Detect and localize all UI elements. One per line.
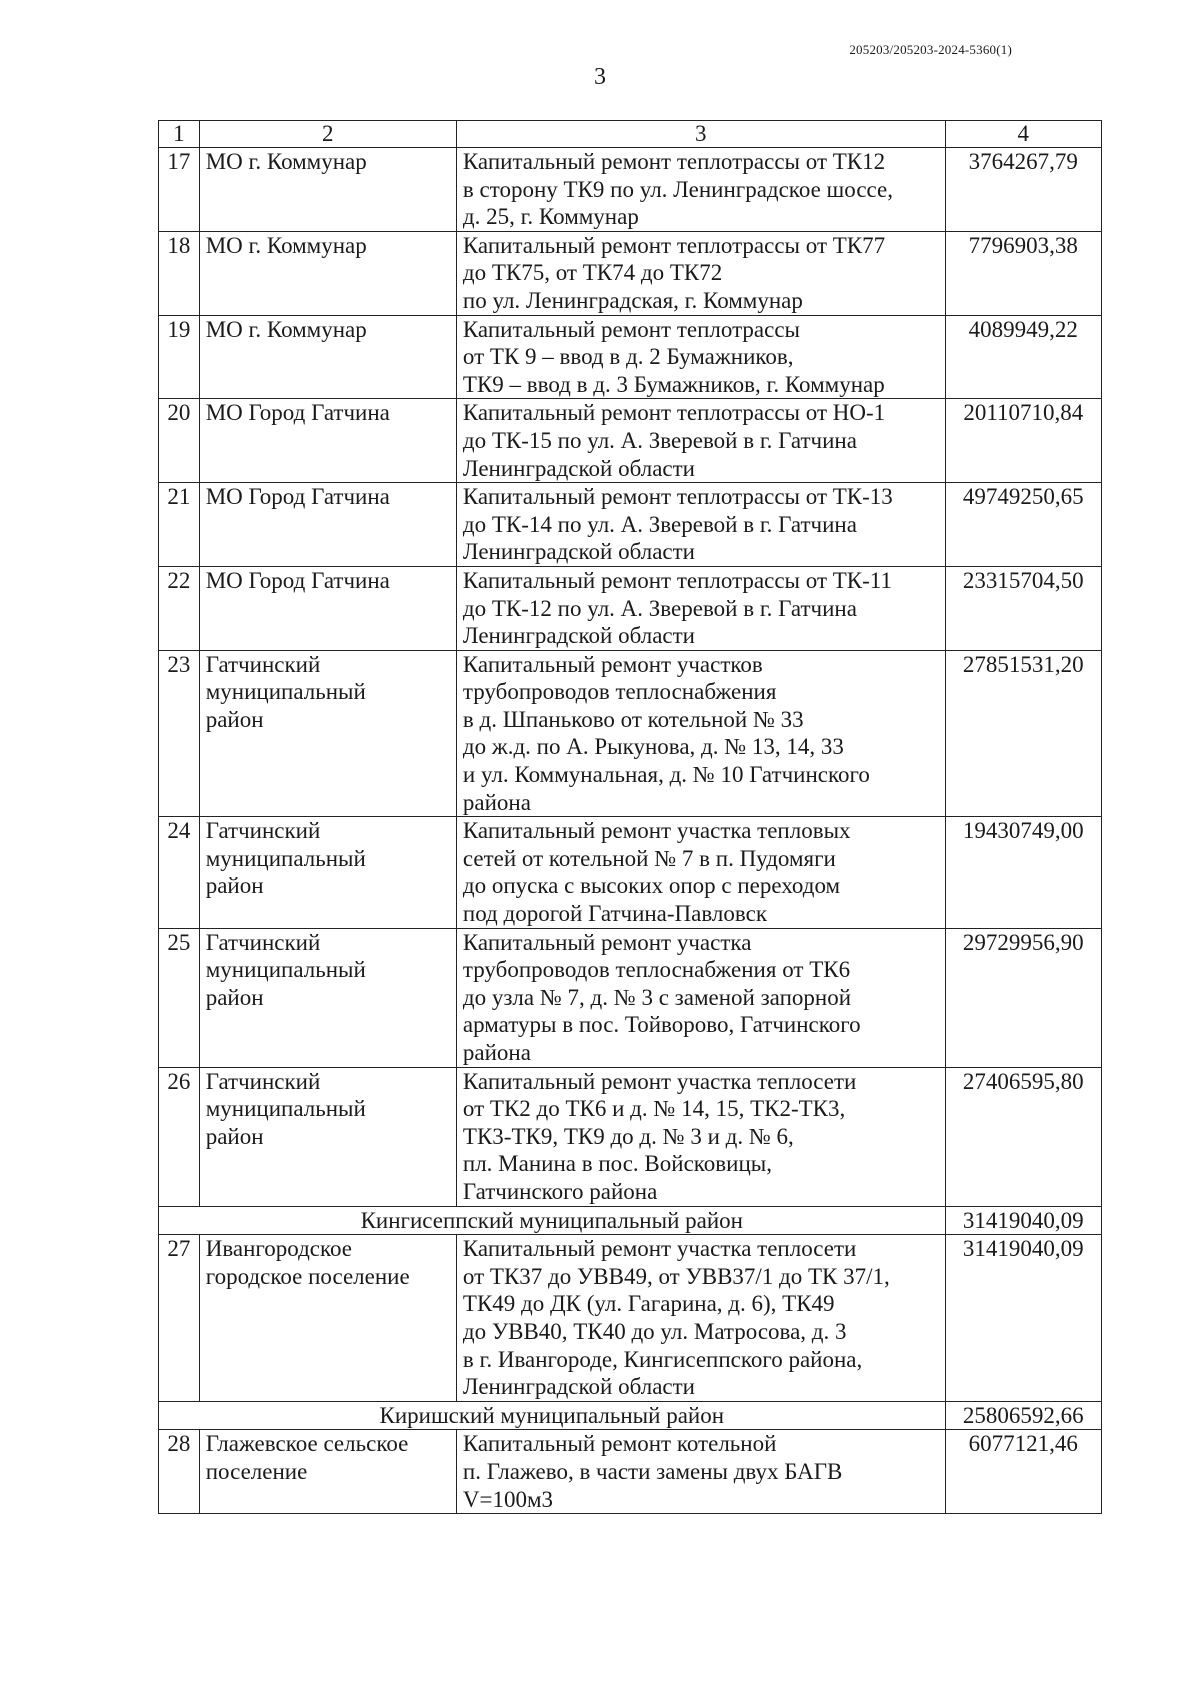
table-row bbox=[159, 1235, 1102, 1402]
work-description-cell: Капитальный ремонт теплотрассы от ТК-13 до ТК-14 по ул. А. Зверевой в г. Гатчина Ленинградской области bbox=[456, 483, 945, 567]
table-row bbox=[159, 231, 1102, 315]
amount-cell: 49749250,65 bbox=[945, 483, 1101, 567]
page-number: 3 bbox=[594, 64, 606, 90]
amount-cell: 27406595,80 bbox=[945, 1067, 1101, 1206]
table-row bbox=[159, 1067, 1102, 1206]
row-number: 17 bbox=[159, 148, 200, 232]
municipality-cell: Гатчинский муниципальный район bbox=[199, 650, 456, 817]
row-number: 18 bbox=[159, 231, 200, 315]
work-description-cell: Капитальный ремонт участка теплосети от ТК37 до УВВ49, от УВВ37/1 до ТК 37/1, ТК49 до ДК (ул. Гагарина, д. 6), ТК49 до УВВ40, ТК40 до ул. Матросова, д. 3 в г. Ивангороде, Кингисеппского района, Ленинградской области bbox=[456, 1235, 945, 1402]
amount-cell: 7796903,38 bbox=[945, 231, 1101, 315]
row-number: 28 bbox=[159, 1430, 200, 1514]
table-row bbox=[159, 483, 1102, 567]
municipality-cell: МО г. Коммунар bbox=[199, 148, 456, 232]
row-number: 25 bbox=[159, 928, 200, 1067]
section-amount: 31419040,09 bbox=[945, 1206, 1101, 1235]
work-description-cell: Капитальный ремонт теплотрассы от ТК12 в сторону ТК9 по ул. Ленинградское шоссе, д. 25, г. Коммунар bbox=[456, 148, 945, 232]
header-cell: 3 bbox=[456, 121, 945, 148]
table-body bbox=[159, 121, 1102, 1514]
amount-cell: 31419040,09 bbox=[945, 1235, 1101, 1402]
table-row bbox=[159, 928, 1102, 1067]
row-number: 21 bbox=[159, 483, 200, 567]
row-number: 22 bbox=[159, 566, 200, 650]
header-cell: 2 bbox=[199, 121, 456, 148]
work-description-cell: Капитальный ремонт теплотрассы от ТК77 до ТК75, от ТК74 до ТК72 по ул. Ленинградская, г. Коммунар bbox=[456, 231, 945, 315]
section-title: Кингисеппский муниципальный район bbox=[159, 1206, 946, 1235]
work-description-cell: Капитальный ремонт участка тепловых сетей от котельной № 7 в п. Пудомяги до опуска с высоких опор с переходом под дорогой Гатчина-Павловск bbox=[456, 817, 945, 928]
municipality-cell: МО Город Гатчина bbox=[199, 399, 456, 483]
municipality-cell: МО Город Гатчина bbox=[199, 483, 456, 567]
header-cell: 4 bbox=[945, 121, 1101, 148]
section-row bbox=[159, 1206, 1102, 1235]
row-number: 27 bbox=[159, 1235, 200, 1402]
amount-cell: 23315704,50 bbox=[945, 566, 1101, 650]
municipality-cell: МО г. Коммунар bbox=[199, 231, 456, 315]
document-id: 205203/205203-2024-5360(1) bbox=[849, 42, 1012, 57]
amount-cell: 27851531,20 bbox=[945, 650, 1101, 817]
table-row bbox=[159, 817, 1102, 928]
table-header-row bbox=[159, 121, 1102, 148]
amount-cell: 20110710,84 bbox=[945, 399, 1101, 483]
section-title: Киришский муниципальный район bbox=[159, 1401, 946, 1430]
table-row bbox=[159, 148, 1102, 232]
table-row bbox=[159, 315, 1102, 399]
amount-cell: 3764267,79 bbox=[945, 148, 1101, 232]
work-description-cell: Капитальный ремонт участка трубопроводов теплоснабжения от ТК6 до узла № 7, д. № 3 с заменой запорной арматуры в пос. Тойворово, Гатчинского района bbox=[456, 928, 945, 1067]
table-row bbox=[159, 650, 1102, 817]
work-description-cell: Капитальный ремонт теплотрассы от ТК-11 до ТК-12 по ул. А. Зверевой в г. Гатчина Ленинградской области bbox=[456, 566, 945, 650]
municipality-cell: Глажевское сельское поселение bbox=[199, 1430, 456, 1514]
work-description-cell: Капитальный ремонт теплотрассы от ТК 9 – ввод в д. 2 Бумажников, ТК9 – ввод в д. 3 Бумажников, г. Коммунар bbox=[456, 315, 945, 399]
amount-cell: 19430749,00 bbox=[945, 817, 1101, 928]
row-number: 20 bbox=[159, 399, 200, 483]
work-description-cell: Капитальный ремонт участков трубопроводов теплоснабжения в д. Шпаньково от котельной № 33 до ж.д. по А. Рыкунова, д. № 13, 14, 33 и ул. Коммунальная, д. № 10 Гатчинского района bbox=[456, 650, 945, 817]
work-description-cell: Капитальный ремонт котельной п. Глажево, в части замены двух БАГВ V=100м3 bbox=[456, 1430, 945, 1514]
municipality-cell: МО Город Гатчина bbox=[199, 566, 456, 650]
row-number: 23 bbox=[159, 650, 200, 817]
table-row bbox=[159, 399, 1102, 483]
amount-cell: 4089949,22 bbox=[945, 315, 1101, 399]
table-row bbox=[159, 1430, 1102, 1514]
amount-cell: 29729956,90 bbox=[945, 928, 1101, 1067]
work-description-cell: Капитальный ремонт участка теплосети от ТК2 до ТК6 и д. № 14, 15, ТК2-ТК3, ТК3-ТК9, ТК9 до д. № 3 и д. № 6, пл. Манина в пос. Войсковицы, Гатчинского района bbox=[456, 1067, 945, 1206]
header-cell: 1 bbox=[159, 121, 200, 148]
amount-cell: 6077121,46 bbox=[945, 1430, 1101, 1514]
row-number: 26 bbox=[159, 1067, 200, 1206]
row-number: 24 bbox=[159, 817, 200, 928]
section-row bbox=[159, 1401, 1102, 1430]
municipality-cell: МО г. Коммунар bbox=[199, 315, 456, 399]
municipality-cell: Гатчинский муниципальный район bbox=[199, 817, 456, 928]
municipality-cell: Гатчинский муниципальный район bbox=[199, 1067, 456, 1206]
municipality-cell: Гатчинский муниципальный район bbox=[199, 928, 456, 1067]
section-amount: 25806592,66 bbox=[945, 1401, 1101, 1430]
row-number: 19 bbox=[159, 315, 200, 399]
work-description-cell: Капитальный ремонт теплотрассы от НО-1 до ТК-15 по ул. А. Зверевой в г. Гатчина Ленинградской области bbox=[456, 399, 945, 483]
table-row bbox=[159, 566, 1102, 650]
municipality-cell: Ивангородское городское поселение bbox=[199, 1235, 456, 1402]
works-table bbox=[158, 120, 1102, 1514]
